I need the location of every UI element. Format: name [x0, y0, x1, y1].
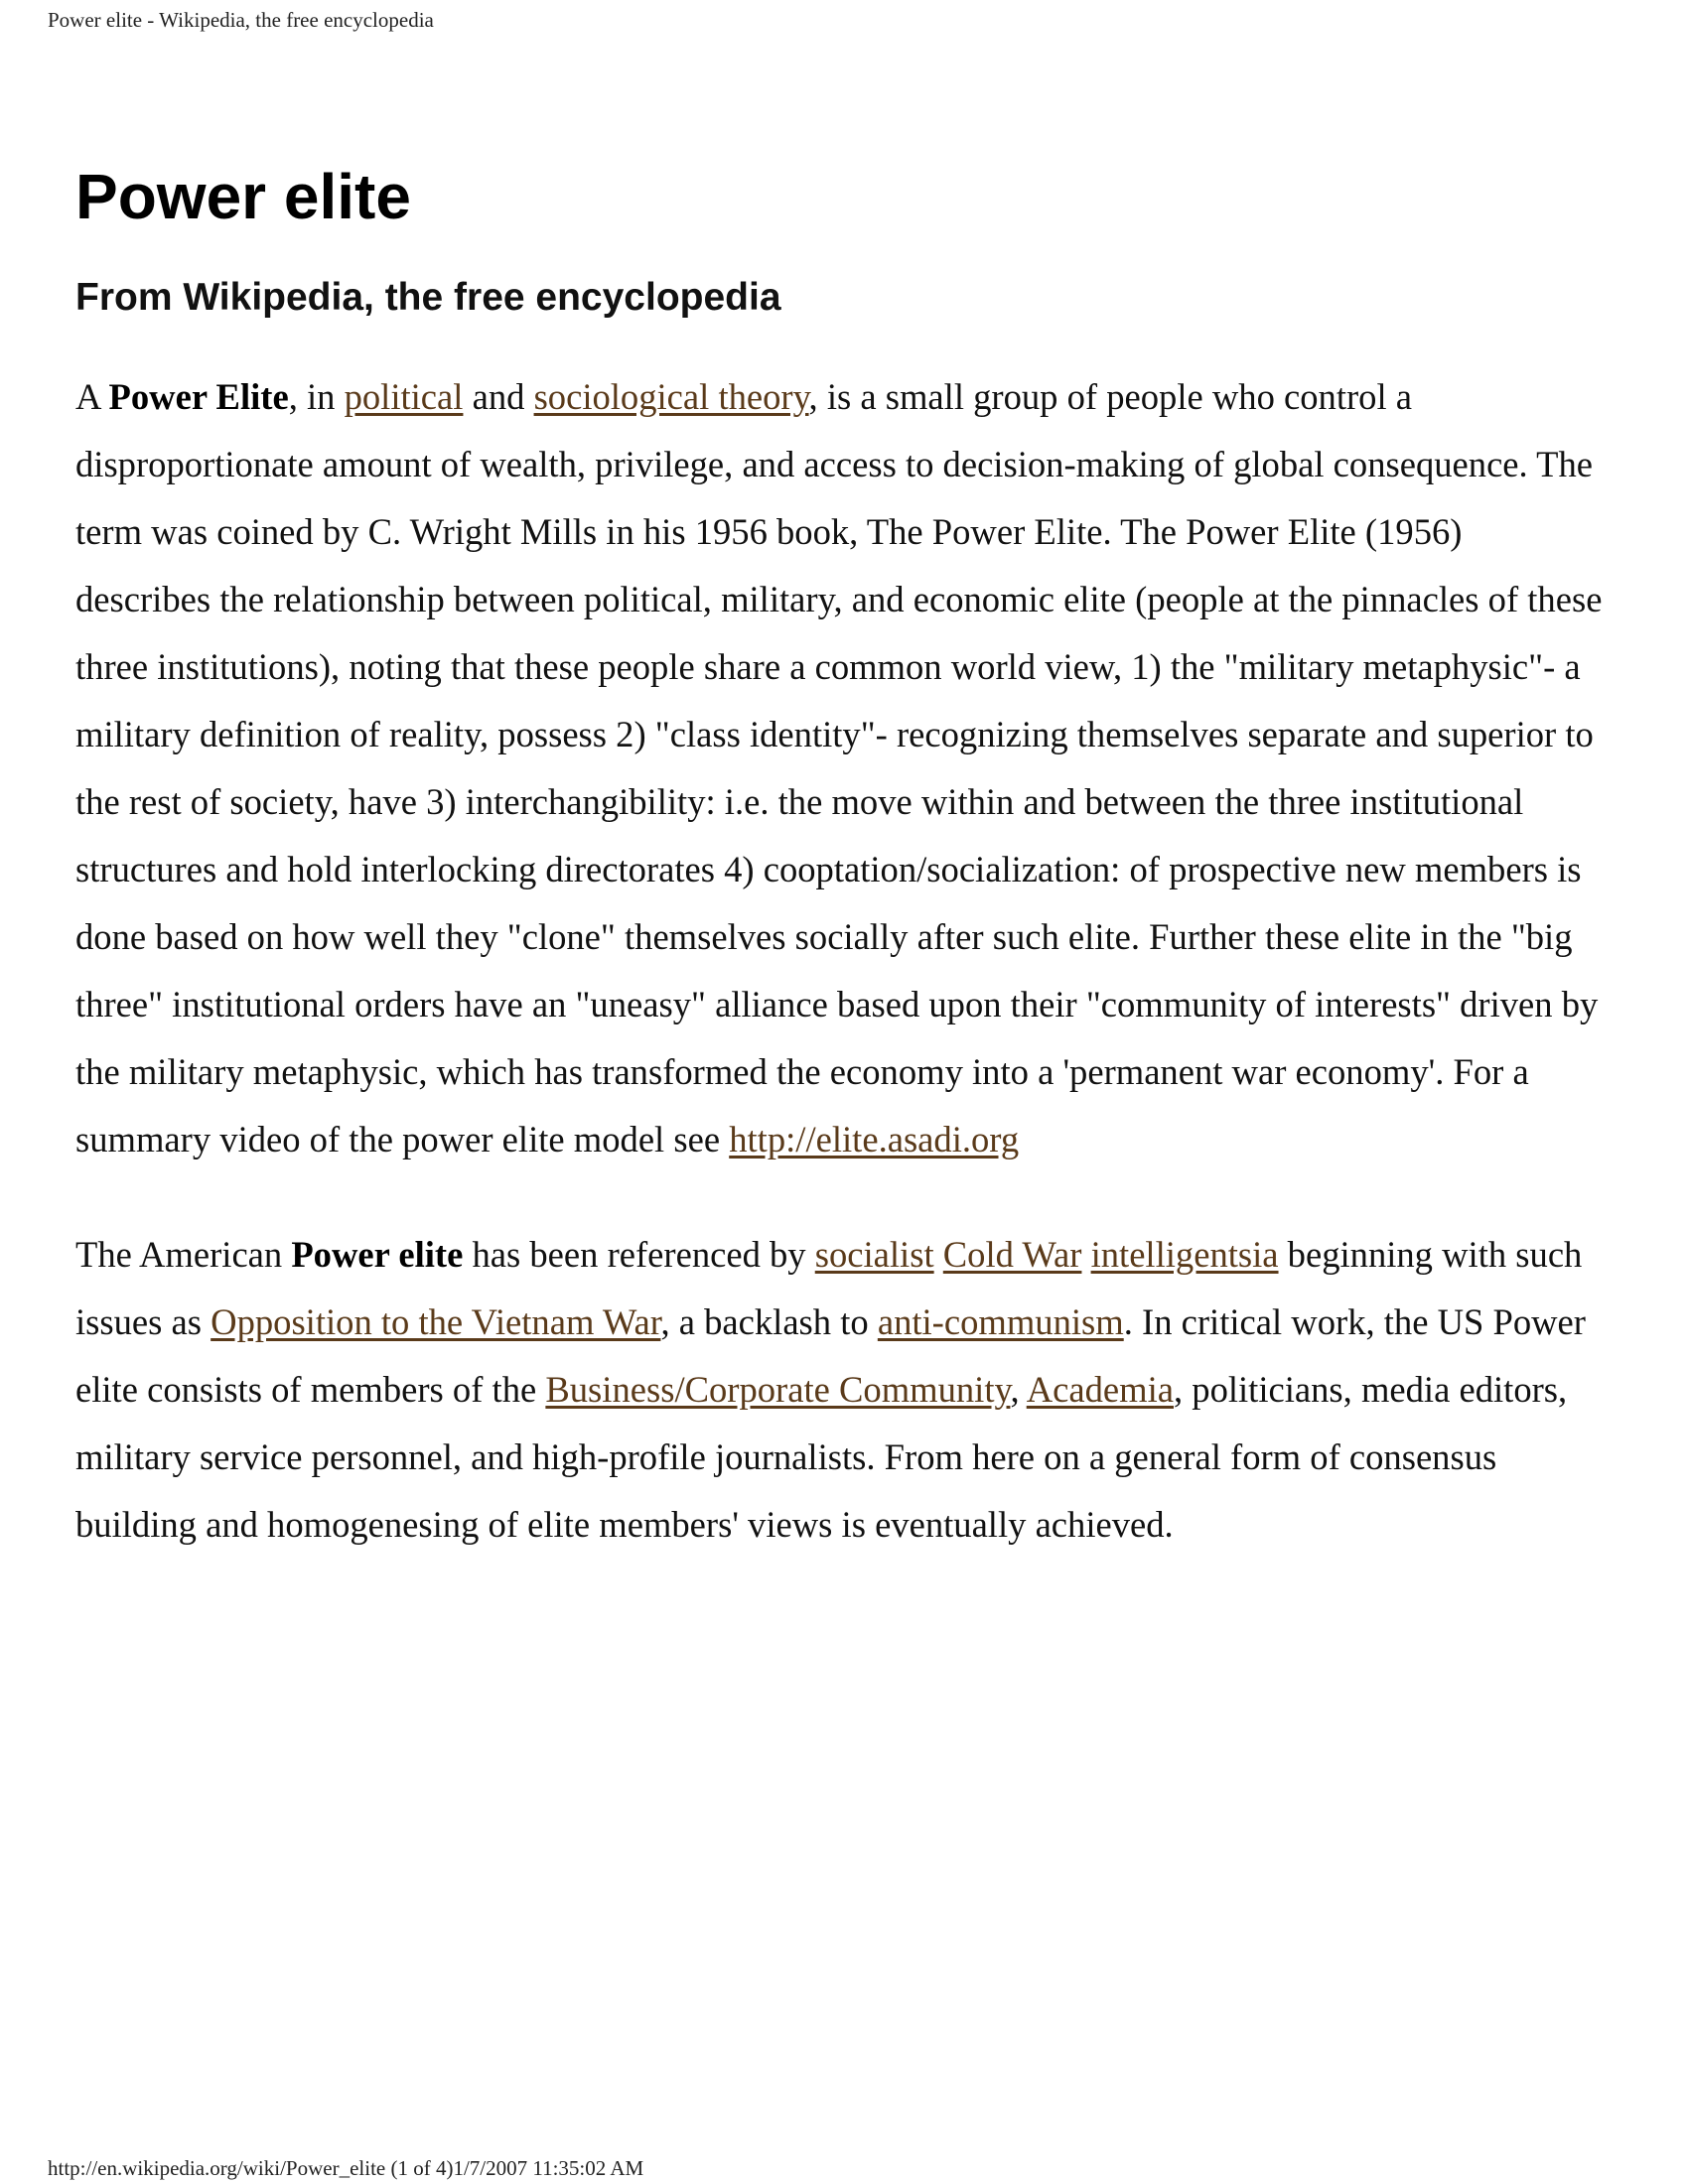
link-cold-war[interactable]: Cold War	[942, 1233, 1082, 1275]
text-run: , in	[288, 375, 345, 417]
text-run: , is a small group of people who control a disproportionate amount of wealth, privilege, and access to decision-making of global consequence. The term was coined by C. Wright Mills in his 1956 book, The Power Elite. The Power Elite (1956) describes the relationship between political, military, and economic elite (people at the pinnacles of these three institutions), noting that these people share a common world view, 1) the "military metaphysic"- a military definition of reality, possess 2) "class identity"- recognizing themselves separate and superior to the rest of society, have 3) interchangibility: i.e. the move within and between the three institutional structures and hold interlocking directorates 4) cooptation/socialization: of prospective new members is done based on how well they "clone" themselves socially after such elite. Further these elite in the "big three" institutional orders have an "uneasy" alliance based upon their "community of interests" driven by the military metaphysic, which has transformed the economy into a 'permanent war economy'. For a summary video of the power elite model see	[75, 375, 1603, 1160]
page-title: Power elite	[75, 161, 411, 232]
text-run: has been referenced by	[463, 1233, 815, 1275]
link-intelligentsia[interactable]: intelligentsia	[1090, 1233, 1279, 1275]
link-sociological-theory[interactable]: sociological theory	[533, 375, 809, 417]
link-political[interactable]: political	[344, 375, 464, 417]
text-run	[1081, 1234, 1090, 1275]
text-run: and	[463, 375, 534, 417]
link-anti-communism[interactable]: anti-communism	[877, 1300, 1124, 1342]
print-header: Power elite - Wikipedia, the free encyclopedia	[48, 8, 434, 32]
text-run: The American	[75, 1233, 292, 1275]
text-run: A	[75, 375, 109, 417]
text-run	[934, 1234, 943, 1275]
link-business-corporate-community[interactable]: Business/Corporate Community	[545, 1368, 1011, 1410]
text-run: , politicians, media editors, military service personnel, and high-profile journalists. From here on a general form of consensus building and homogenesing of elite members' views is eventually achieved.	[75, 1368, 1568, 1545]
article-content	[75, 159, 1605, 1559]
link-academia[interactable]: Academia	[1026, 1368, 1174, 1410]
text-run: ,	[1010, 1368, 1027, 1410]
text-run: beginning with such issues as	[75, 1233, 1583, 1342]
paragraph-intro	[75, 363, 1605, 1173]
link-elite-asadi[interactable]: http://elite.asadi.org	[729, 1118, 1020, 1160]
bold-term: Power Elite	[108, 375, 289, 417]
print-footer: http://en.wikipedia.org/wiki/Power_elite (1 of 4)1/7/2007 11:35:02 AM	[48, 2156, 644, 2180]
page-subtitle: From Wikipedia, the free encyclopedia	[75, 275, 781, 319]
link-opposition-vietnam-war[interactable]: Opposition to the Vietnam War	[211, 1300, 661, 1342]
bold-term: Power elite	[291, 1233, 464, 1275]
paragraph-american-power-elite	[75, 1221, 1605, 1559]
text-run: . In critical work, the US Power elite consists of members of the	[75, 1300, 1586, 1410]
link-socialist[interactable]: socialist	[814, 1233, 934, 1275]
text-run: , a backlash to	[660, 1300, 878, 1342]
